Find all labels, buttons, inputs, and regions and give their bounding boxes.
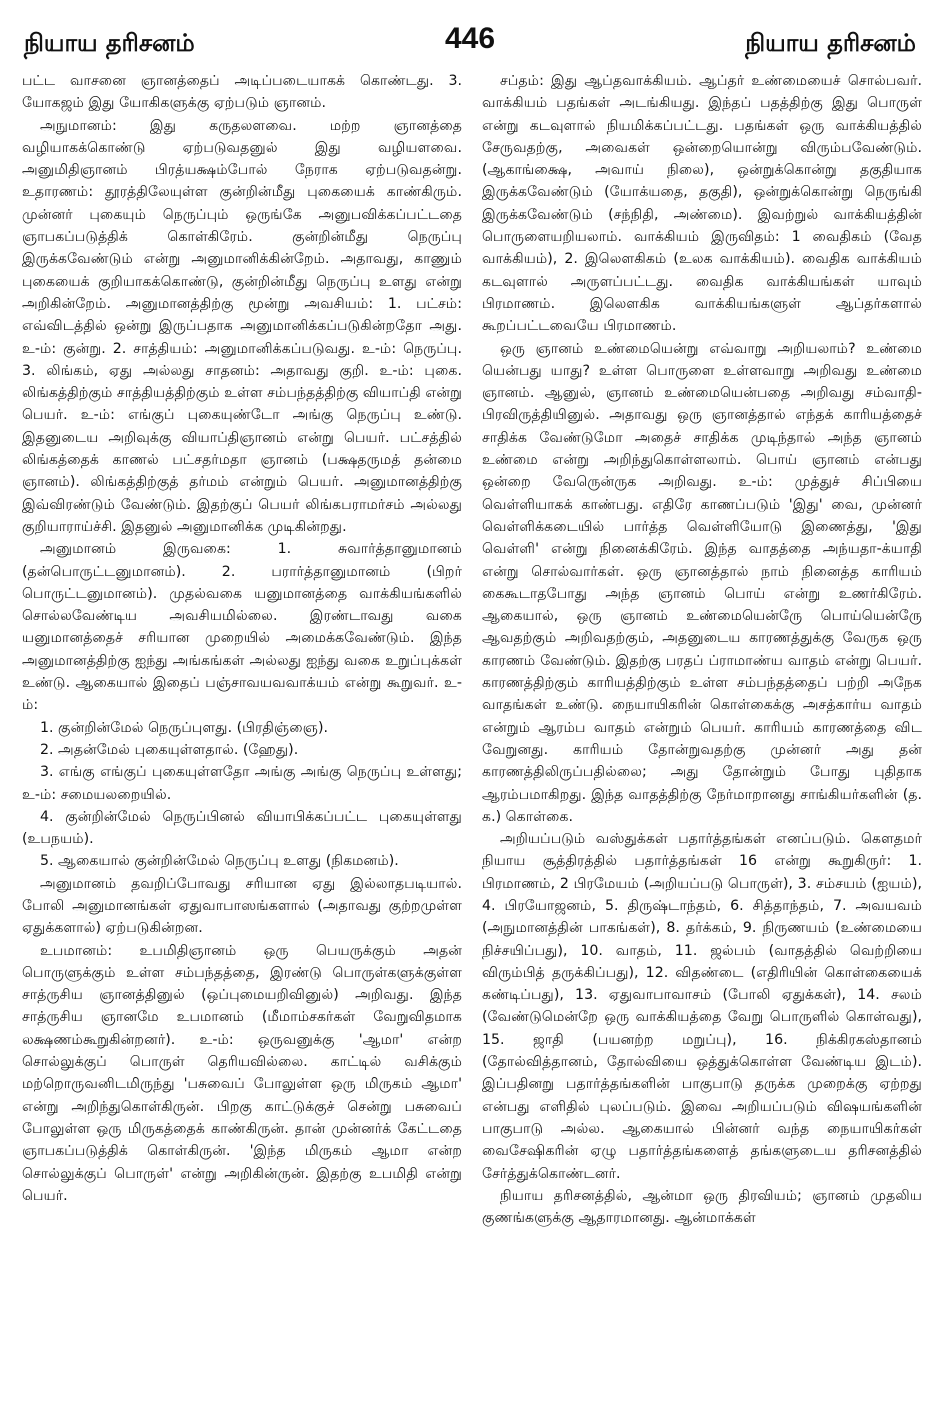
paragraph: நியாய தரிசனத்தில், ஆன்மா ஒரு திரவியம்; ஞானம் முதலிய குணங்களுக்கு ஆதாரமானது. ஆன்மாக்கள் <box>482 1187 922 1227</box>
paragraph-truth: ஒரு ஞானம் உண்மையென்று எவ்வாறு அறியலாம்? உண்மை யென்பது யாது? உள்ள பொருளை உள்ளவாறு அறிவது உண்மை ஞானம். ஆனுல், ஞானம் உண்மையென்பதை அறிவது சம்வாதி-பிரவிருத்தியினுல். அதாவது ஒரு ஞானத்தால் எந்தக் காரியத்தைச் சாதிக்க வேண்டுமோ அதைச் சாதிக்க முடிந்தால் அந்த ஞானம் உண்மை என்று அறிந்துகொள்ளலாம். பொய் ஞானம் என்பது ஒன்றை வேருென்ருக அறிவது. உ-ம்: முத்துச் சிப்பியை வெள்ளியாகக் காண்பது. எதிரே காணப்படும் 'இது' வை, முன்னர் வெள்ளிக்கடையில் பார்த்த வெள்ளியோடு இணைத்து, 'இது வெள்ளி' என்று நினைக்கிரேம். இந்த வாதத்தை அந்யதா-க்யாதி என்று சொல்வார்கள். ஒரு ஞானத்தால் நாம் நினைத்த காரியம் கைகூடாதபோது அந்த ஞானம் பொய் என்று உணர்கிரேம். ஆகையால், ஒரு ஞானம் உண்மையென்ருே பொய்யென்ருே ஆவதற்கும் அறிவதற்கும், அதனுடைய காரணத்துக்கு வேருக ஒரு காரணம் வேண்டும். இதற்கு பரதப் ப்ராமாண்ய வாதம் என்று பெயர். காரணத்திற்கும் காரியத்திற்கும் உள்ள சம்பந்தத்தைப் பற்றி அநேக வாதங்கள் உண்டு. நையாயிகரின் கொள்கைக்கு அசத்கார்ய வாதம் என்றும் ஆரம்ப வாதம் என்றும் பெயர். காரியம் காரணத்தை விட வேறுனது. காரியம் தோன்றுவதற்கு முன்னர் அது தன் காரணத்திலிருப்பதில்லை; அது தோன்றும் போது புதிதாக ஆரம்பமாகிறது. இந்த வாதத்திற்கு நேர்மாறானது சாங்கியர்களின் (த. க.) கொள்கை. <box>482 340 922 825</box>
running-title-right: நியாய தரிசனம் <box>745 29 916 57</box>
paragraph-padarthas: அறியப்படும் வஸ்துக்கள் பதார்த்தங்கள் எனப்படும். கௌதமர் நியாய சூத்திரத்தில் பதார்த்தங்கள் 16 என்று கூறுகிருர்: 1. பிரமாணம், 2 பிரமேயம் (அறியப்படு பொருள்), 3. சம்சயம் (ஐயம்), 4. பிரயோஜனம், 5. திருஷ்டாந்தம், 6. சித்தாந்தம், 7. அவயவம் (அநுமானத்தின் பாகங்கள்), 8. தர்க்கம், 9. நிருணயம் (உண்மையை நிச்சயிப்பது), 10. வாதம், 11. ஜல்பம் (வாதத்தில் வெற்றியை விரும்பித் தருக்கிப்பது), 12. விதண்டை (எதிரியின் கொள்கையைக் கண்டிப்பது), 13. ஏதுவாபாவாசம் (போலி ஏதுக்கள்), 14. சலம் (வேண்டுமென்றே ஒரு வாக்கியத்தை வேறு பொருளில் கொள்வது), 15. ஜாதி (பயனற்ற மறுப்பு), 16. நிக்கிரகஸ்தானம் (தோல்வித்தானம், தோல்வியை ஒத்துக்கொள்ள வேண்டிய இடம்). இப்பதினறு பதார்த்தங்களின் பாகுபாடு தருக்க முறைக்கு ஏற்றது என்பது எளிதில் புலப்படும். இவை அறியப்படும் விஷயங்களின் பாகுபாடு அல்ல. ஆகையால் பின்னர் வந்த நையாயிகர்கள் வைசேஷிகரின் ஏழு பதார்த்தங்களைத் தங்களுடைய தரிசனத்தில் சேர்த்துக்கொண்டனர். <box>482 831 922 1182</box>
list-item: 4. குன்றின்மேல் நெருப்பினல் வியாபிக்கப்பட்ட புகையுள்ளது (உபநயம்). <box>22 808 462 848</box>
paragraph-anumanam-types: அனுமானம் இருவகை: 1. சுவார்த்தானுமானம் (தன்பொருட்டனுமானம்). 2. பரார்த்தானுமானம் (பிறர் பொருட்டனுமானம்). முதல்வகை யனுமானத்தை வாக்கியங்களில் சொல்லவேண்டிய அவசியமில்லை. இரண்டாவது வகை யனுமானத்தைச் சரியான முறையில் அமைக்கவேண்டும். இந்த அனுமானத்திற்கு ஐந்து அங்கங்கள் அல்லது ஐந்து வகை உறுப்புக்கள் உண்டு. ஆகையால் இதைப் பஞ்சாவயவவாக்யம் என்று கூறுவர். உ-ம்: <box>22 541 462 714</box>
right-column <box>482 70 922 1415</box>
left-column <box>22 70 462 1415</box>
list-item: 3. எங்கு எங்குப் புகையுள்ளதோ அங்கு அங்கு நெருப்பு உள்ளது; உ-ம்: சமையலறையில். <box>22 764 462 803</box>
paragraph: அனுமானம் தவறிப்போவது சரியான ஏது இல்லாதபடியால். போலி அனுமானங்கள் ஏதுவாபாஸங்களால் (அதாவது குற்றமுள்ள ஏதுக்களால்) ஏற்படுகின்றன. <box>22 875 462 937</box>
running-title-left: நியாய தரிசனம் <box>24 29 195 57</box>
list-item: 1. குன்றின்மேல் நெருப்புளது. (பிரதிஞ்ஞை). <box>40 719 328 736</box>
paragraph-sabdam: சப்தம்: இது ஆப்தவாக்கியம். ஆப்தர் உண்மையைச் சொல்பவர். வாக்கியம் பதங்கள் அடங்கியது. இந்தப் பதத்திற்கு இது பொருள் என்று கடவுளால் நியமிக்கப்பட்டது. பதங்கள் ஒரு வாக்கியத்தில் சேருவதற்கு, அவைகள் ஒன்றையொன்று விரும்பவேண்டும். (ஆகாங்க்ஷை, அவாய் நிலை), ஒன்றுக்கொன்று தகுதியாக இருக்கவேண்டும் (யோக்யதை, தகுதி), ஒன்றுக்கொன்று நெருங்கி இருக்கவேண்டும் (சந்நிதி, அண்மை). இவற்றுல் வாக்கியத்தின் பொருளையறியலாம். வாக்கியம் இருவிதம்: 1 வைதிகம் (வேத வாக்கியம்), 2. இலௌகிகம் (உலக வாக்கியம்). வைதிக வாக்கியம் கடவுளால் அருளப்பட்டது. வைதிக வாக்கியங்கள் யாவும் பிரமாணம். இலௌகிக வாக்கியங்களுள் ஆப்தர்களால் கூறப்பட்டவையே பிரமாணம். <box>482 73 922 335</box>
list-item: 5. ஆகையால் குன்றின்மேல் நெருப்பு உளது (நிகமனம்). <box>40 853 399 870</box>
page-number: 446 <box>444 22 496 55</box>
paragraph-anumanam: அநுமானம்: இது கருதலளவை. மற்ற ஞானத்தை வழியாகக்கொண்டு ஏற்படுவதனுல் இது வழியளவை. அனுமிதிஞானம் பிரத்யக்ஷம்போல் நேராக ஏற்படுவதன்று. உதாரணம்: தூரத்திலேயுள்ள குன்றின்மீது புகையைக் காண்கிரும். முன்னர் புகையும் நெருப்பும் ஒருங்கே அனுபவிக்கப்பட்டதை ஞாபகப்படுத்திக் கொள்கிரேம். குன்றின்மீது நெருப்பு இருக்கவேண்டும் என்று அனுமானிக்கின்றேம். அதாவது, காணும் புகையைக் குறியாகக்கொண்டு, குன்றின்மீது நெருப்பு உளது என்று அறிகின்றேம். அனுமானத்திற்கு மூன்று அவசியம்: 1. பட்சம்: எவ்விடத்தில் ஒன்று இருப்பதாக அனுமானிக்கப்படுகின்றதோ அது. உ-ம்: குன்று. 2. சாத்தியம்: அனுமானிக்கப்படுவது. உ-ம்: நெருப்பு. 3. லிங்கம், ஏது அல்லது சாதனம்: அதாவது குறி. உ-ம்: புகை. லிங்கத்திற்கும் சாத்தியத்திற்கும் உள்ள சம்பந்தத்திற்கு வியாப்தி என்று பெயர். உ-ம்: எங்குப் புகையுண்டோ அங்கு நெருப்பு உண்டு. இதனுடைய அறிவுக்கு வியாப்திஞானம் என்று பெயர். பட்சத்தில் லிங்கத்தைக் காணல் பட்சதர்மதா ஞானம் (பக்ஷதருமத் தன்மை ஞானம்). லிங்கத்திற்குத் தர்மம் என்றும் பெயர். அனுமானத்திற்கு இவ்விரண்டும் வேண்டும். இதற்குப் பெயர் லிங்கபராமர்சம் அல்லது குறியாராய்ச்சி. இதனுல் அனுமானிக்க முடிகின்றது. <box>22 117 462 535</box>
paragraph: பட்ட வாசனை ஞானத்தைப் அடிப்படையாகக் கொண்டது. 3. யோகஜம் இது யோகிகளுக்கு ஏற்படும் ஞானம். <box>22 73 462 112</box>
list-item: 2. அதன்மேல் புகையுள்ளதால். (ஹேது). <box>40 741 299 758</box>
paragraph-upamanam: உபமானம்: உபமிதிஞானம் ஒரு பெயருக்கும் அதன் பொருளுக்கும் உள்ள சம்பந்தத்தை, இரண்டு பொருள்களுக்குள்ள சாத்ருசிய ஞானத்தினுல் (ஒப்புமையறிவினுல்) அறிவது. இந்த சாத்ருசிய ஞானமே உபமானம் (மீமாம்சகர்கள் வேறுவிதமாக லக்ஷணம்கூறுகின்றனர்). உ-ம்: ஒருவனுக்கு 'ஆமா' என்ற சொல்லுக்குப் பொருள் தெரியவில்லை. காட்டில் வசிக்கும் மற்றொருவனிடமிருந்து 'பசுவைப் போலுள்ள ஒரு மிருகம் ஆமா' என்று அறிந்துகொள்கிருன். பிறகு காட்டுக்குச் சென்று பசுவைப் போலுள்ள ஒரு மிருகத்தைக் காண்கிருன். தான் முன்னர்க் கேட்டதை ஞாபகப்படுத்திக் கொள்கிருன். 'இந்த மிருகம் ஆமா என்ற சொல்லுக்குப் பொருள்' என்று அறிகின்ருன். இதற்கு உபமிதி என்று பெயர். <box>22 942 462 1204</box>
